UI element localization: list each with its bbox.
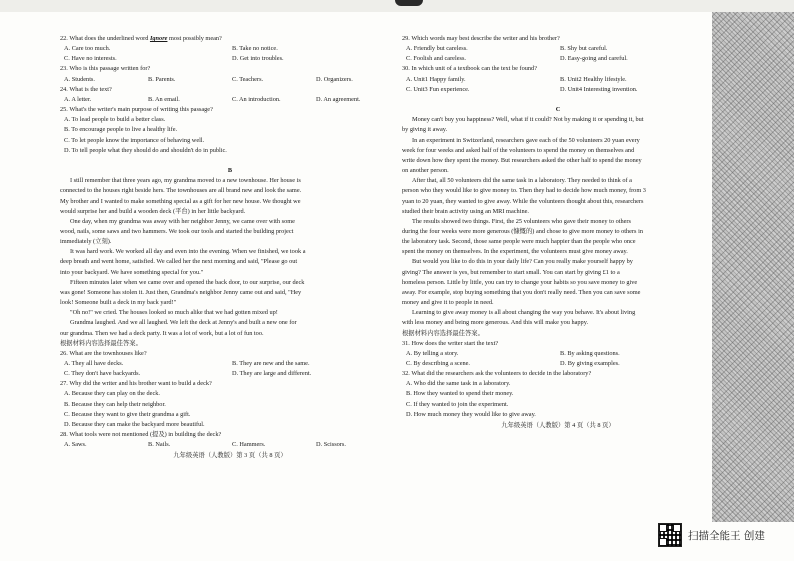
question-29-options	[402, 54, 714, 64]
passage-line: In an experiment in Switzerland, researchers gave each of the 50 volunteers 20 yuan every	[412, 136, 640, 144]
scan-top-edge	[0, 0, 794, 12]
option: B. Take no notice.	[232, 45, 278, 53]
question-29-options	[402, 44, 714, 54]
passage-line: connected to the houses right beside hers. The townhouses are all brand new and look the same.	[60, 187, 302, 195]
passage-line: write down how they spent the money. But researchers asked the other half to spend the money	[402, 156, 642, 164]
option: C. If they wanted to join the experiment.	[406, 400, 509, 408]
option: A. They all have decks.	[64, 360, 124, 367]
option: A. Friendly but careless.	[406, 45, 468, 53]
question-24: 24. What is the text?	[60, 85, 112, 93]
option: C. Hammers.	[232, 441, 266, 449]
scan-watermark	[658, 523, 765, 547]
option: B. Unit2 Healthy lifestyle.	[560, 75, 627, 83]
option: B. Shy but careful.	[560, 45, 608, 53]
question-22-options	[60, 54, 400, 64]
passage-line: by giving it away.	[402, 126, 448, 134]
option: D. Scissors.	[316, 441, 346, 449]
option: D. To tell people what they should do and shouldn't do in public.	[64, 146, 227, 154]
passage-line: Learning to give away money is all about changing the way you behave. It's about living	[412, 309, 636, 317]
option: D. They are large and different.	[232, 370, 312, 378]
option: A. By telling a story.	[406, 349, 459, 357]
question-23: 23. Who is this passage written for?	[60, 65, 151, 73]
passage-line: One day, when my grandma was away with her neighbor Jenny, we came over with some	[70, 217, 295, 225]
option: C. To let people know the importance of behaving well.	[64, 136, 205, 144]
passage-line: After that, all 50 volunteers did the same task in a laboratory. They needed to think of a	[412, 177, 632, 185]
passage-line: immediately (立刻).	[60, 238, 112, 246]
passage-line: during the four weeks were more generous (慷慨的) and chose to give more money to others in	[402, 227, 643, 235]
question-27: 27. Why did the writer and his brother want to build a deck?	[60, 380, 212, 388]
question-30: 30. In which unit of a textbook can the text be found?	[402, 65, 537, 73]
question-26-options	[60, 369, 400, 379]
passage-line: The results showed two things. First, the 25 volunteers who gave their money to others	[412, 217, 631, 225]
option: A. Care too much.	[64, 45, 111, 53]
option: B. An email.	[148, 95, 180, 103]
passage-line: I still remember that three years ago, my grandma moved to a new townhouse. Her house is	[70, 177, 301, 185]
passage-line: look! Someone built a deck in my back yard!"	[60, 299, 177, 307]
question-24-options	[60, 95, 400, 105]
option: D. Unit4 Interesting invention.	[560, 85, 638, 93]
question-32: 32. What did the researchers ask the volunteers to decide in the laboratory?	[402, 370, 592, 378]
instruction-line: 根据材料内容选择最佳答案。	[60, 339, 142, 347]
passage-line: wood, nails, some saws and two hammers. We took our tools and started the building project	[60, 227, 294, 235]
question-28: 28. What tools were not mentioned (提及) in building the deck?	[60, 431, 222, 439]
option: B. Parents.	[148, 75, 176, 83]
passage-line: would surprise her and build a wooden deck (平台) in her little backyard.	[60, 207, 246, 215]
option: A. Because they can play on the deck.	[64, 390, 160, 398]
option: D. By giving examples.	[560, 360, 620, 367]
option: C. An introduction.	[232, 95, 281, 103]
passage-line: Grandma laughed. And we all laughed. We left the deck at Jenny's and built a new one for	[70, 319, 297, 327]
question-30-options	[402, 75, 714, 85]
option: A. A letter.	[64, 95, 92, 103]
question-23-options	[60, 75, 400, 85]
option: D. Easy-going and careful.	[560, 55, 628, 63]
option: A. Students.	[64, 75, 95, 83]
question-22-stem: 22. What does the underlined word	[60, 35, 149, 42]
option: A. Who did the same task in a laboratory.	[406, 380, 511, 388]
binding-strip-overlay	[712, 12, 794, 522]
question-22-options	[60, 44, 400, 54]
passage-line: week for four weeks and asked half of the volunteers to spend the money on themselves and	[402, 146, 635, 154]
option: C. Because they want to give their grandma a gift.	[64, 410, 191, 418]
underlined-word: Ignore	[149, 35, 168, 42]
question-28-options	[60, 440, 400, 450]
question-22	[60, 34, 400, 44]
passage-line: It was hard work. We worked all day and even into the evening. When we finished, we took a	[70, 248, 306, 256]
option: C. They don't have backyards.	[64, 370, 141, 378]
option: D. An agreement.	[316, 95, 361, 103]
passage-line: away. For example, stop buying something that you don't really need. Then you can save some	[402, 288, 641, 296]
question-22-tail: most possibly mean?	[169, 35, 222, 42]
question-30-options	[402, 85, 714, 95]
instruction-line: 根据材料内容选择最佳答案。	[402, 329, 484, 337]
question-25: 25. What's the writer's main purpose of writing this passage?	[60, 106, 213, 114]
passage-line: Money can't buy you happiness? Well, what if it could? Not by making it or spending it, but	[412, 116, 644, 124]
passage-line: giving? The answer is yes, but remember to start small. You can start by giving £1 to a	[402, 268, 620, 276]
option: D. Because they can make the backyard more beautiful.	[64, 420, 205, 428]
question-31-options	[402, 359, 714, 369]
passage-line: with less money and being more generous. And this will make you happy.	[402, 319, 589, 327]
question-31-options	[402, 349, 714, 359]
passage-line: homeless person. Little by little, you can try to change your habits so you save money to give	[402, 278, 638, 286]
passage-line: yuan to 20 yuan, they wanted to give away. While the volunteers thought about this, researchers	[402, 197, 644, 205]
passage-line: But would you like to do this in your daily life? Can you really make yourself happy by	[412, 258, 633, 266]
question-26-options	[60, 359, 400, 369]
qr-code-icon	[658, 523, 682, 547]
option: D. Get into troubles.	[232, 55, 284, 63]
option: C. Unit3 Fun experience.	[406, 85, 470, 93]
passage-line: studied their brain activity using an MRI machine.	[402, 207, 529, 215]
passage-line: Fifteen minutes later when we came over and opened the back door, to our surprise, our deck	[70, 278, 305, 286]
question-26: 26. What are the townhouses like?	[60, 349, 147, 357]
option: C. By describing a scene.	[406, 360, 471, 367]
option: C. Foolish and careless.	[406, 55, 466, 63]
passage-line: money and give it to people in need.	[402, 299, 494, 307]
option: A. Unit1 Happy family.	[406, 75, 466, 83]
passage-line: into your backyard. We have something special for you."	[60, 268, 204, 276]
passage-line: spent the money on themselves. In the experiment, the volunteers must give money away.	[402, 248, 628, 256]
passage-line: My brother and I wanted to make something special as a gift for her new house. We thought we	[60, 197, 301, 205]
option: B. To encourage people to live a healthy life.	[64, 126, 178, 134]
passage-line: person who they would like to give money to. Then they had to decide how much money, from 3	[402, 187, 646, 195]
option: B. They are new and the same.	[232, 360, 310, 367]
option: D. How much money they would like to give away.	[406, 410, 536, 418]
scan-smudge	[395, 0, 423, 6]
page-footer: 九年级英语（人教版）第 3 页（共 8 页）	[173, 452, 287, 460]
option: A. Saws.	[64, 441, 87, 449]
question-29: 29. Which words may best describe the writer and his brother?	[402, 35, 560, 42]
option: B. How they wanted to spend their money.	[406, 390, 514, 398]
question-31: 31. How does the writer start the text?	[402, 339, 499, 347]
page-3-column	[60, 34, 400, 462]
page-footer: 九年级英语（人教版）第 4 页（共 8 页）	[501, 421, 615, 429]
section-c-heading: C	[555, 106, 561, 114]
passage-line: deep breath and went home, satisfied. We called her the next morning and said, "Please go out	[60, 258, 298, 266]
scan-watermark-label: 扫描全能王 创建	[688, 529, 765, 542]
option: B. By asking questions.	[560, 349, 620, 357]
page-4-column	[402, 34, 714, 431]
passage-line: the laboratory task. Second, those same people were much happier than the people who once	[402, 238, 636, 246]
option: B. Nails.	[148, 441, 171, 449]
section-b-heading: B	[227, 167, 233, 175]
option: B. Because they can help their neighbor.	[64, 400, 166, 408]
option: D. Organizers.	[316, 75, 353, 83]
option: C. Teachers.	[232, 75, 264, 83]
passage-line: was gone! Someone has stolen it. Just then, Grandma's neighbor Jenny came out and said, "Hey	[60, 288, 302, 296]
passage-line: on another person.	[402, 167, 449, 175]
passage-line: "Oh no!" we cried. The houses looked so much alike that we had gotten mixed up!	[70, 309, 278, 317]
option: C. Have no interests.	[64, 55, 117, 63]
passage-line: our grandma. Then we had a deck party. It was a lot of work, but a lot of fun too.	[60, 329, 264, 337]
option: A. To lead people to build a better class.	[64, 116, 166, 124]
